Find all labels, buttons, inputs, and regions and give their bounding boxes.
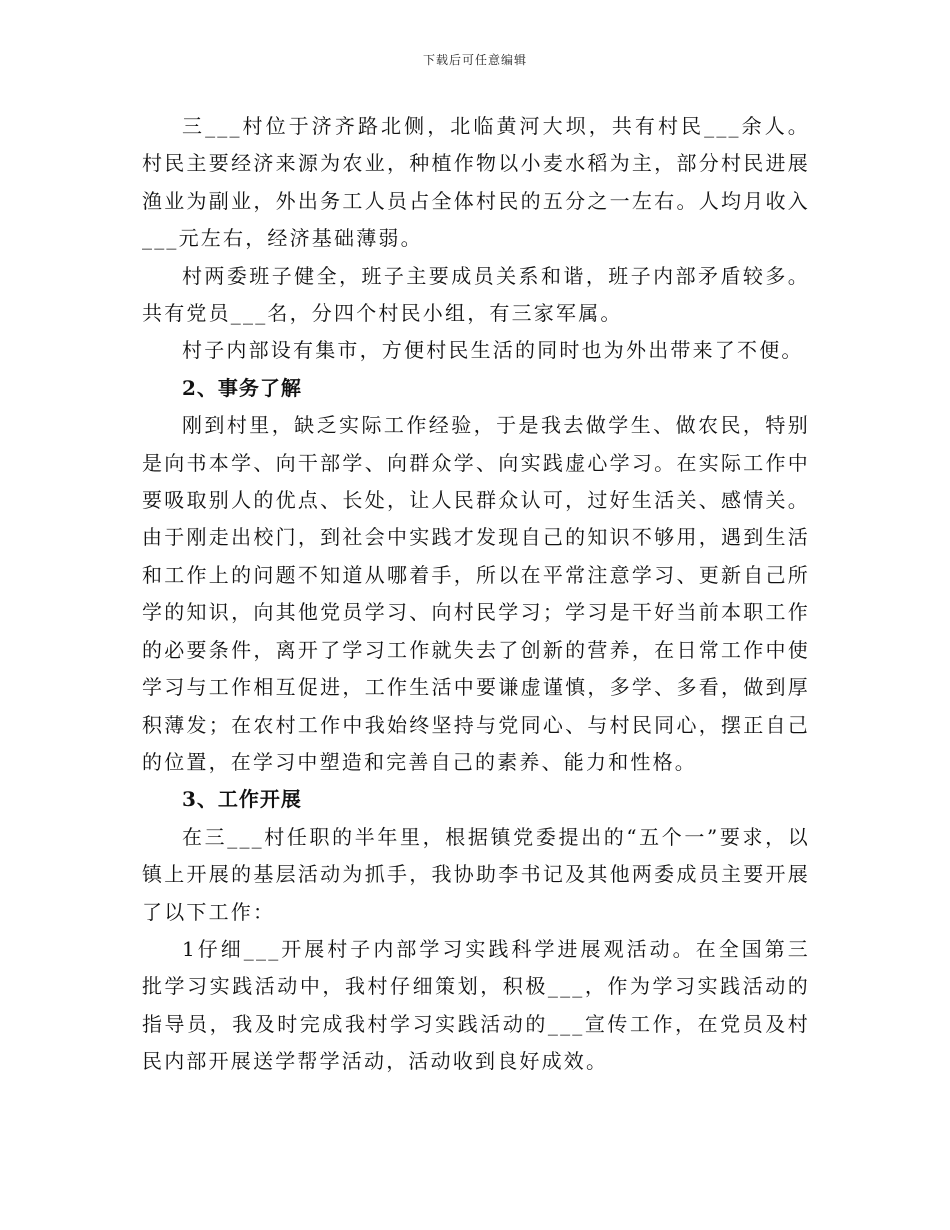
section-heading-work: 3、工作开展 [182, 787, 302, 812]
paragraph-village-committee: 村两委班子健全，班子主要成员关系和谐，班子内部矛盾较多。共有党员___名，分四个村民小组，有三家军属。 [142, 263, 810, 326]
paragraph-market: 村子内部设有集市，方便村民生活的同时也为外出带来了不便。 [182, 338, 804, 363]
page-header: 下载后可任意编辑 [422, 53, 527, 67]
paragraph-work-intro: 在三___村任职的半年里，根据镇党委提出的“五个一”要求，以镇上开展的基层活动为抓手，我协助李书记及其他两委成员主要开展了以下工作： [142, 824, 810, 924]
document-body [142, 108, 810, 1081]
paragraph-learning: 刚到村里，缺乏实际工作经验，于是我去做学生、做农民，特别是向书本学、向干部学、向群众学、向实践虚心学习。在实际工作中要吸取别人的优点、长处，让人民群众认可，过好生活关、感情关。由于刚走出校门，到社会中实践才发现自己的知识不够用，遇到生活和工作上的问题不知道从哪着手，所以在平常注意学习、更新自己所学的知识，向其他党员学习、向村民学习；学习是干好当前本职工作的必要条件，离开了学习工作就失去了创新的营养，在日常工作中使学习与工作相互促进，工作生活中要谦虚谨慎，多学、多看，做到厚积薄发；在农村工作中我始终坚持与党同心、与村民同心，摆正自己的位置，在学习中塑造和完善自己的素养、能力和性格。 [142, 413, 810, 774]
paragraph-village-overview: 三___村位于济齐路北侧，北临黄河大坝，共有村民___余人。村民主要经济来源为农业，种植作物以小麦水稻为主，部分村民进展渔业为副业，外出务工人员占全体村民的五分之一左右。人均月收入___元左右，经济基础薄弱。 [142, 114, 810, 251]
section-heading-affairs: 2、事务了解 [182, 375, 302, 400]
paragraph-work-item-1: 1仔细___开展村子内部学习实践科学进展观活动。在全国第三批学习实践活动中，我村仔细策划，积极___，作为学习实践活动的指导员，我及时完成我村学习实践活动的___宣传工作，在党员及村民内部开展送学帮学活动，活动收到良好成效。 [142, 936, 810, 1074]
